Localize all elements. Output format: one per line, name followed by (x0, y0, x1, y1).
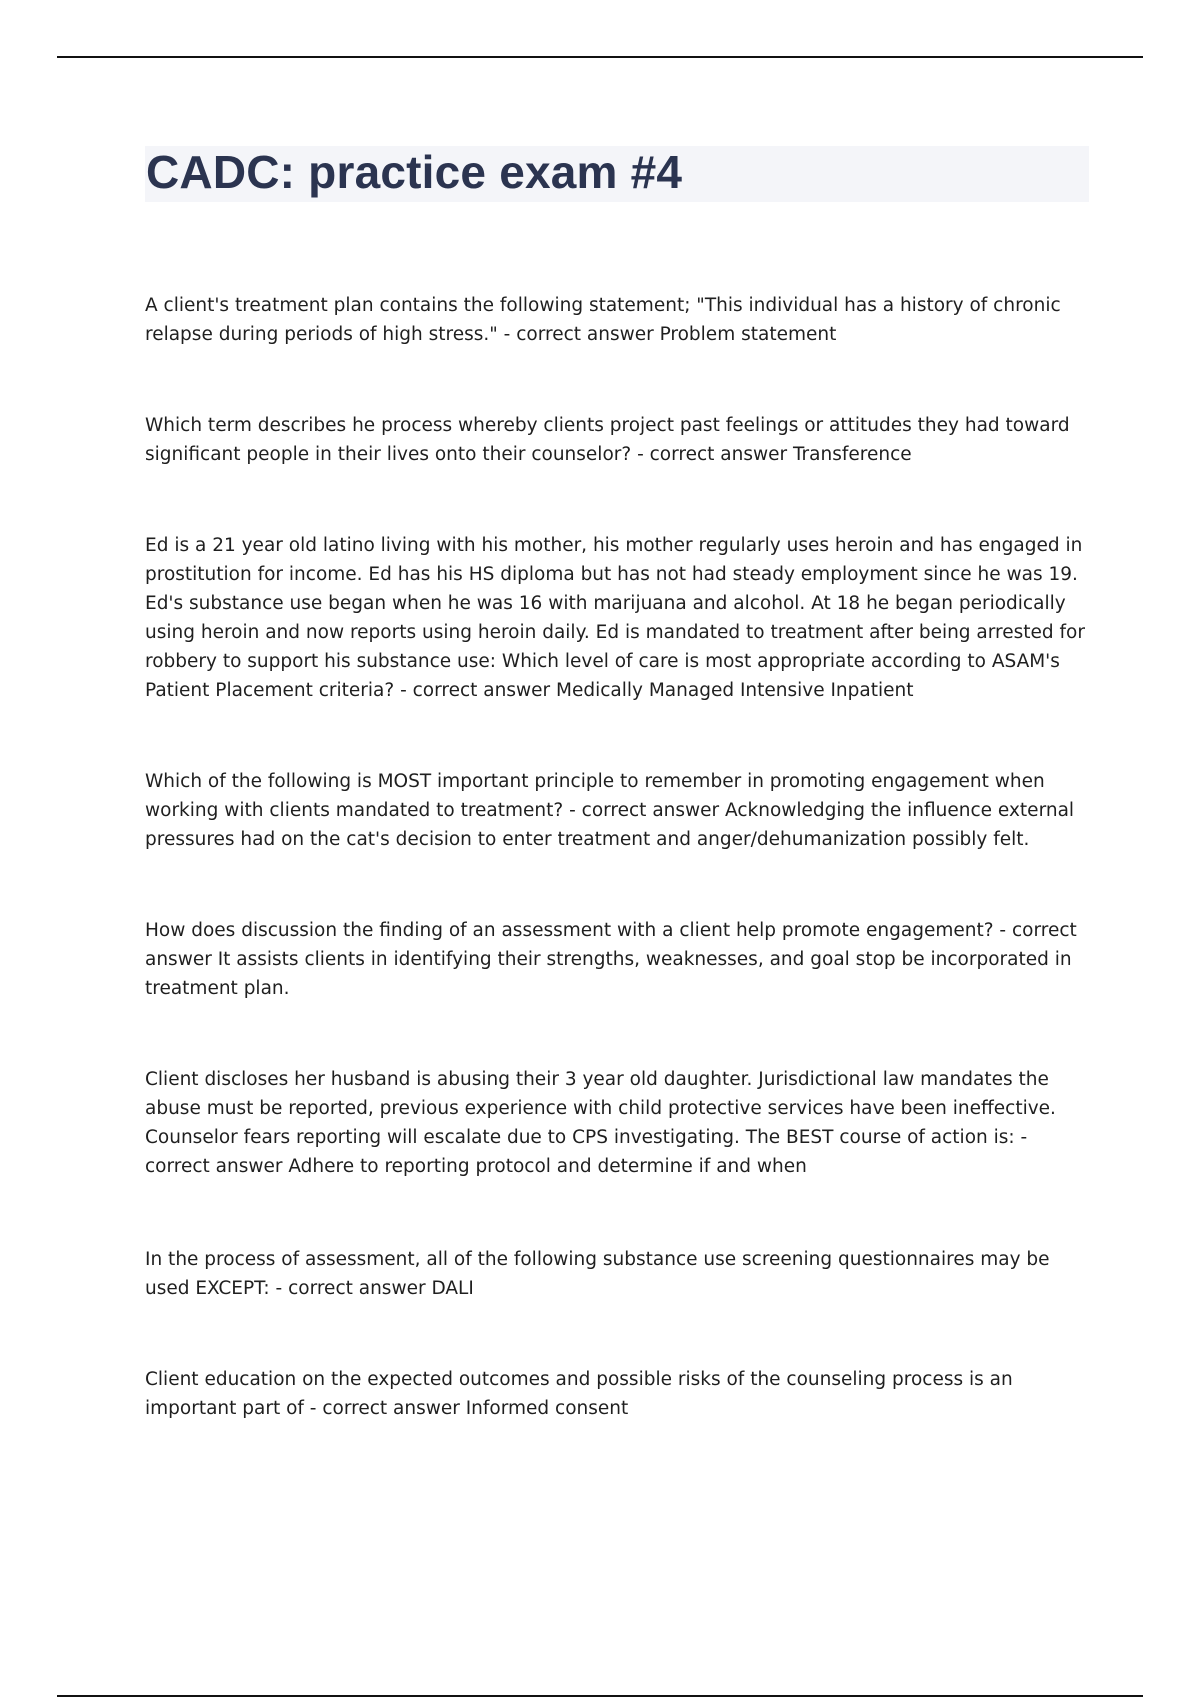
question-answer-4: Which of the following is MOST important principle to remember in promoting engagement when working with clients mandated to treatment? - correct answer Acknowledging the influence external pressures had on the cat's decision to enter treatment and anger/dehumanization possibly felt. (145, 771, 1075, 850)
page-title: CADC: practice exam #4 (146, 146, 683, 198)
question-answer-2: Which term describes he process whereby clients project past feelings or attitudes they had toward significant people in their lives onto their counselor? - correct answer Transference (145, 415, 1070, 465)
question-answer-5: How does discussion the finding of an assessment with a client help promote engagement? - correct answer It assists clients in identifying their strengths, weaknesses, and goal stop be incorporated in treatment plan. (145, 920, 1077, 999)
question-answer-6: Client discloses her husband is abusing their 3 year old daughter. Jurisdictional law mandates the abuse must be reported, previous experience with child protective services have been ineffective. Counselor fears reporting will escalate due to CPS investigating. The BEST course of action is: - correct answer Adhere to reporting protocol and determine if and when (145, 1069, 1056, 1177)
bottom-divider (57, 1695, 1143, 1697)
question-answer-8: Client education on the expected outcomes and possible risks of the counseling process is an important part of - correct answer Informed consent (145, 1369, 1013, 1419)
question-answer-1: A client's treatment plan contains the following statement; "This individual has a history of chronic relapse during periods of high stress." - correct answer Problem statement (145, 295, 1061, 345)
question-answer-3: Ed is a 21 year old latino living with his mother, his mother regularly uses heroin and has engaged in prostitution for income. Ed has his HS diploma but has not had steady employment since he was 19. Ed's substance use began when he was 16 with marijuana and alcohol. At 18 he began periodically using heroin and now reports using heroin daily. Ed is mandated to treatment after being arrested for robbery to support his substance use: Which level of care is most appropriate according to ASAM's Patient Placement criteria? - correct answer Medically Managed Intensive Inpatient (145, 535, 1085, 701)
question-answer-7: In the process of assessment, all of the following substance use screening questionnaires may be used EXCEPT: - correct answer DALI (145, 1249, 1050, 1299)
top-divider (57, 56, 1143, 58)
